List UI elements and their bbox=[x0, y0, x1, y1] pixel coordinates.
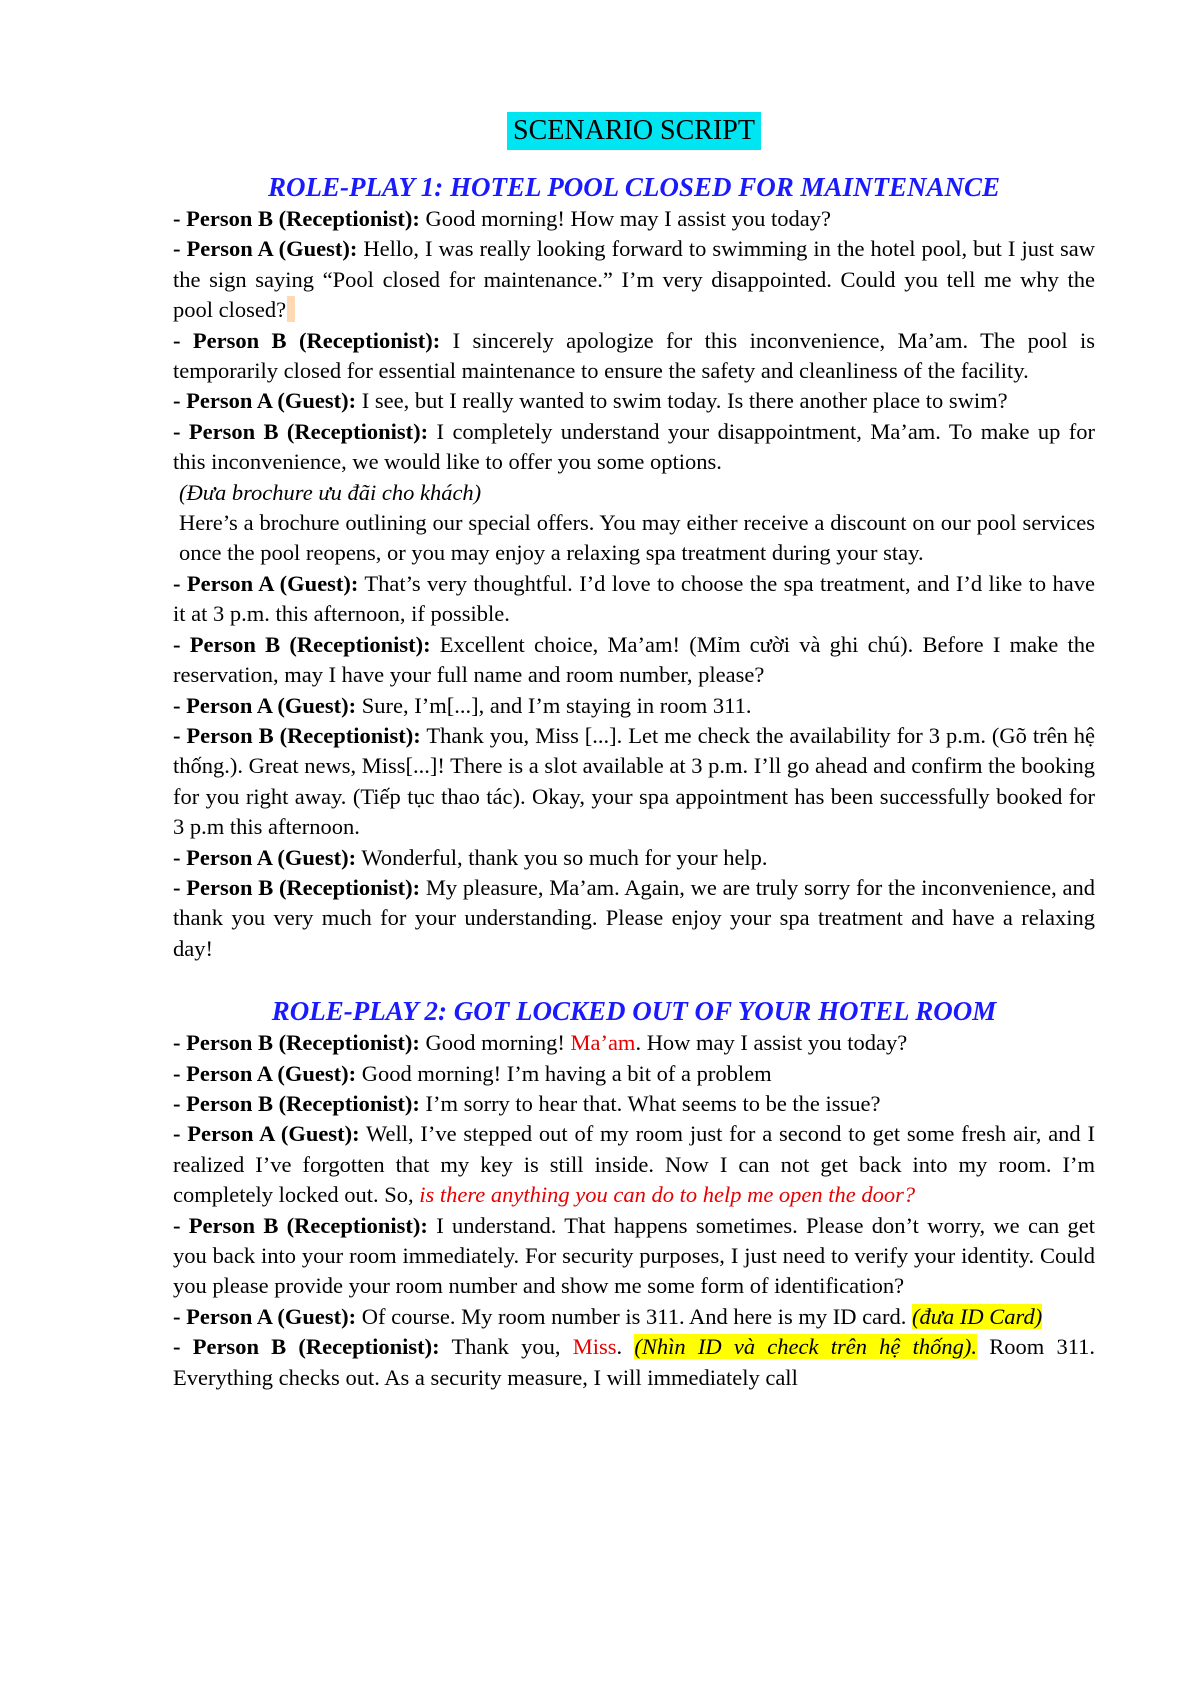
dialogue-text: Room 311. Everything checks out. As a security measure, I will immediately call bbox=[173, 1334, 1096, 1390]
speaker-label: - Person B (Receptionist): bbox=[173, 206, 420, 231]
dialogue-text: I understand. That happens sometimes. Please don’t worry, we can get you back into your room immediately. For security purposes, I just need to verify your identity. Could you please provide your room number and show me some form of identification? bbox=[173, 1212, 1095, 1299]
dialogue-text: Well, I’ve stepped out of my room just for a second to get some fresh air, and I realized I’ve forgotten that my key is still inside. Now I can not get back into my room. I’m completely locked out. So, bbox=[173, 1121, 1095, 1208]
dialogue-line bbox=[173, 1302, 1095, 1332]
speaker-label: - Person A (Guest): bbox=[173, 1060, 357, 1086]
dialogue-line bbox=[173, 569, 1095, 630]
stage-direction-highlight: (đưa ID Card) bbox=[912, 1303, 1043, 1329]
dialogue-line bbox=[173, 234, 1095, 325]
dialogue-line bbox=[173, 691, 1095, 721]
dialogue-text: Sure, I’m[...], and I’m staying in room 311. bbox=[356, 692, 752, 718]
highlighted-red-text: is there anything you can do to help me open the door? bbox=[419, 1182, 916, 1208]
speaker-label: - Person A (Guest): bbox=[173, 844, 357, 870]
speaker-label: - Person B (Receptionist): bbox=[173, 631, 431, 657]
speaker-label: - Person A (Guest): bbox=[173, 570, 359, 596]
speaker-label: - Person A (Guest): bbox=[173, 1121, 360, 1147]
dialogue-text: I’m sorry to hear that. What seems to be the issue? bbox=[419, 1090, 881, 1116]
dialogue-text: Good morning! I’m having a bit of a problem bbox=[356, 1060, 772, 1086]
speaker-label: - Person A (Guest): bbox=[173, 1303, 357, 1329]
dialogue-line bbox=[173, 1059, 1095, 1089]
dialogue-text: I see, but I really wanted to swim today. Is there another place to swim? bbox=[356, 388, 1008, 414]
dialogue-line bbox=[173, 1028, 1095, 1058]
dialogue-text: I sincerely apologize for this inconvenience, Ma’am. The pool is temporarily closed for essential maintenance to ensure the safety and cleanliness of the facility. bbox=[173, 327, 1096, 384]
speaker-label: - Person B (Receptionist): bbox=[173, 874, 421, 900]
dialogue-text: Hello, I was really looking forward to swimming in the hotel pool, but I just saw the sign saying “Pool closed for maintenance.” I’m very disappointed. Could you tell me why the pool closed? bbox=[173, 236, 1095, 323]
dialogue-text: . How may I assist you today? bbox=[635, 1030, 908, 1056]
dialogue-text: . bbox=[616, 1334, 635, 1360]
speaker-label: - Person A (Guest): bbox=[173, 388, 357, 414]
text-cursor-mark bbox=[287, 296, 295, 322]
dialogue-text: Thank you, Miss [...]. Let me check the availability for 3 p.m. (Gõ trên hệ thống.). Great news, Miss[...]! There is a slot available at 3 p.m. I’ll go ahead and confirm the booking for you right away. (Tiếp tục thao tác). Okay, your spa appointment has been successfully booked for 3 p.m this afternoon. bbox=[173, 722, 1095, 840]
dialogue-line bbox=[173, 630, 1095, 691]
speaker-label: - Person B (Receptionist): bbox=[173, 722, 421, 748]
dialogue-line bbox=[173, 204, 1095, 234]
speaker-label: - Person A (Guest): bbox=[173, 236, 358, 262]
dialogue-line bbox=[173, 1089, 1095, 1119]
title-wrap bbox=[173, 112, 1095, 150]
brochure-text: Here’s a brochure outlining our special offers. You may either receive a discount on our pool services once the pool reopens, or you may enjoy a relaxing spa treatment during your stay. bbox=[179, 510, 1095, 566]
dialogue-text: Thank you, bbox=[439, 1334, 573, 1360]
highlighted-red-text: Miss bbox=[572, 1334, 617, 1360]
stage-direction bbox=[173, 478, 1095, 508]
dialogue-line bbox=[173, 1332, 1095, 1393]
highlighted-red-text: Ma’am bbox=[570, 1030, 636, 1056]
dialogue-text: That’s very thoughtful. I’d love to choose the spa treatment, and I’d like to have it at 3 p.m. this afternoon, if possible. bbox=[173, 570, 1095, 627]
dialogue-line bbox=[173, 326, 1095, 387]
dialogue-line bbox=[173, 843, 1095, 873]
stage-direction-highlight: (Nhìn ID và check trên hệ thống). bbox=[634, 1334, 978, 1360]
dialogue-text: Excellent choice, Ma’am! (Mỉm cười và ghi chú). Before I make the reservation, may I have your full name and room number, please? bbox=[173, 631, 1095, 688]
dialogue-line bbox=[173, 873, 1095, 964]
document-title: SCENARIO SCRIPT bbox=[507, 112, 761, 150]
dialogue-text: My pleasure, Ma’am. Again, we are truly sorry for the inconvenience, and thank you very much for your understanding. Please enjoy your spa treatment and have a relaxing day! bbox=[173, 874, 1095, 961]
role-play-1-heading: ROLE-PLAY 1: HOTEL POOL CLOSED FOR MAINTENANCE bbox=[267, 172, 1001, 202]
dialogue-text: Good morning! bbox=[419, 1030, 571, 1056]
speaker-label: - Person B (Receptionist): bbox=[173, 1334, 440, 1360]
dialogue-line bbox=[173, 1119, 1095, 1210]
brochure-note: (Đưa brochure ưu đãi cho khách) bbox=[179, 479, 482, 505]
dialogue-line bbox=[173, 721, 1095, 843]
role-play-2-heading: ROLE-PLAY 2: GOT LOCKED OUT OF YOUR HOTEL ROOM bbox=[271, 996, 997, 1027]
dialogue-text: Wonderful, thank you so much for your help. bbox=[356, 844, 768, 870]
dialogue-line bbox=[173, 508, 1095, 569]
dialogue-line bbox=[173, 386, 1095, 416]
dialogue-text: Of course. My room number is 311. And here is my ID card. bbox=[356, 1303, 913, 1329]
speaker-label: - Person B (Receptionist): bbox=[173, 418, 429, 444]
speaker-label: - Person B (Receptionist): bbox=[173, 1212, 428, 1238]
dialogue-line bbox=[173, 417, 1095, 478]
speaker-label: - Person B (Receptionist): bbox=[173, 1030, 420, 1056]
speaker-label: - Person B (Receptionist): bbox=[173, 327, 441, 353]
speaker-label: - Person B (Receptionist): bbox=[173, 1090, 420, 1116]
dialogue-text: Good morning! How may I assist you today? bbox=[419, 206, 832, 231]
dialogue-text: I completely understand your disappointment, Ma’am. To make up for this inconvenience, we would like to offer you some options. bbox=[173, 418, 1096, 475]
dialogue-line bbox=[173, 1211, 1095, 1302]
speaker-label: - Person A (Guest): bbox=[173, 692, 357, 718]
